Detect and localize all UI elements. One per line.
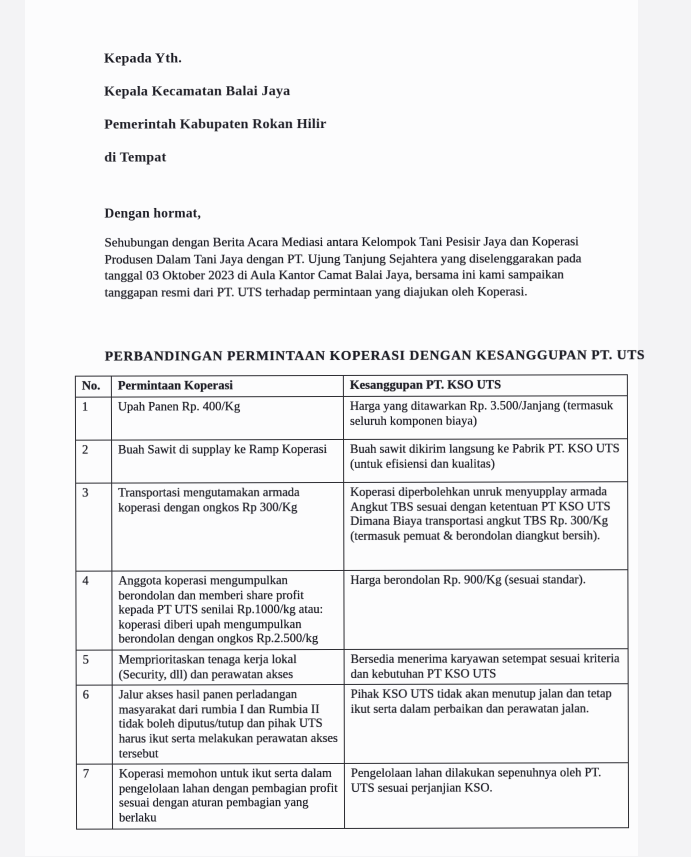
cell-no: 7 [76,764,112,828]
cell-permintaan: Upah Panen Rp. 400/Kg [111,396,343,440]
recipient-line: di Tempat [104,150,167,166]
recipient-address-block [104,42,327,175]
comparison-table [75,374,629,829]
cell-kesanggupan: Buah sawit dikirim langsung ke Pabrik PT. KSO UTS (untuk efisiensi dan kualitas) [344,439,628,483]
comparison-table-body [75,396,628,829]
cell-no: 6 [76,685,112,764]
cell-kesanggupan: Harga yang ditawarkan Rp. 3.500/Janjang (termasuk seluruh komponen biaya) [343,396,627,440]
cell-no: 5 [76,650,112,685]
table-header-row [75,375,627,397]
cell-permintaan: Memprioritaskan tenaga kerja lokal (Security, dll) dan perawatan akses [112,649,344,685]
table-row [76,439,628,483]
cell-permintaan: Anggota koperasi mengumpulkan berondolan dan memberi share profit kepada PT UTS senilai Rp.1000/kg atau: koperasi diberi upah mengumpulkan berondolan dengan ongkos Rp.2.500/kg [112,570,344,650]
letter-body-paragraph: Sehubungan dengan Berita Acara Mediasi antara Kelompok Tani Pesisir Jaya dan Koperasi Produsen Dalam Tani Jaya dengan PT. Ujung Tanjung Sejahtera yang diselenggarakan pada tanggal 03 Oktober 2023 di Aula Kantor Camat Balai Jaya, bersama ini kami sampaikan tanggapan resmi dari PT. UTS terhadap permintaan yang diajukan oleh Koperasi. [104,233,582,300]
cell-kesanggupan: Harga berondolan Rp. 900/Kg (sesuai standar). [344,570,628,650]
cell-no: 2 [76,440,112,483]
cell-no: 4 [76,571,112,650]
cell-no: 1 [75,397,111,440]
cell-permintaan: Koperasi memohon untuk ikut serta dalam pengelolaan lahan dengan pembagian profit sesuai dengan aturan pembagian yang berlaku [112,764,344,829]
comparison-section [75,347,646,829]
cell-permintaan: Transportasi mengutamakan armada koperasi dengan ongkos Rp 300/Kg [112,482,344,571]
cell-kesanggupan: Pengelolaan lahan dilakukan sepenuhnya oleh PT. UTS sesuai perjanjian KSO. [344,763,628,828]
salutation: Dengan hormat, [104,205,202,221]
scanned-letter [24,0,646,857]
cell-kesanggupan: Bersedia menerima karyawan setempat sesuai kriteria dan kebutuhan PT KSO UTS [344,649,628,685]
cell-kesanggupan: Koperasi diperbolehkan unruk menyupplay armada Angkut TBS sesuai dengan ketentuan PT KSO UTS Dimana Biaya transportasi angkut TBS Rp. 300/Kg (termasuk pemuat & berondolan diangkut bersih). [344,482,628,571]
header-permintaan: Permintaan Koperasi [111,375,343,397]
table-row [76,482,628,571]
recipient-line: Kepala Kecamatan Balai Jaya [104,84,291,100]
table-row [76,684,628,764]
document-page [25,0,646,856]
table-row [76,570,628,650]
recipient-line: Kepada Yth. [104,51,182,67]
cell-no: 3 [76,483,112,571]
header-kesanggupan: Kesanggupan PT. KSO UTS [343,375,627,397]
recipient-line: Pemerintah Kabupaten Rokan Hilir [104,117,327,133]
table-row [76,763,628,829]
table-title: PERBANDINGAN PERMINTAAN KOPERASI DENGAN KESANGGUPAN PT. UTS [104,347,646,364]
table-row [75,396,627,440]
table-row [76,649,628,686]
header-no: No. [75,376,111,397]
cell-kesanggupan: Pihak KSO UTS tidak akan menutup jalan dan tetap ikut serta dalam perbaikan dan perawatan jalan. [344,684,628,764]
cell-permintaan: Buah Sawit di supplay ke Ramp Koperasi [112,439,344,483]
cell-permintaan: Jalur akses hasil panen perladangan masyarakat dari rumbia I dan Rumbia II tidak boleh diputus/tutup dan pihak UTS harus ikut serta melakukan perawatan akses tersebut [112,685,344,765]
